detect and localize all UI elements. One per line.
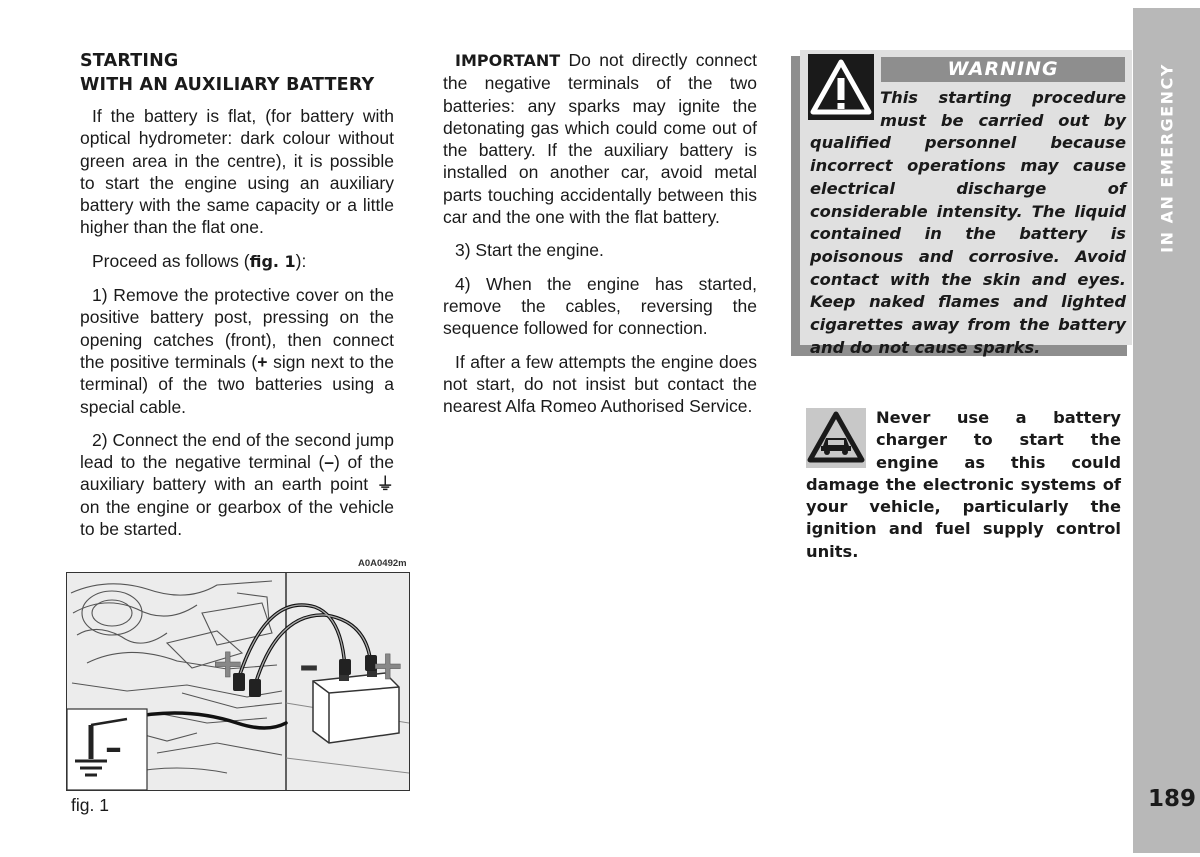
paragraph-step-1: 1) Remove the protective cover on the positive battery post, pressing on the opening catches (front), then connect the positive terminals (+ sign next to the terminal) of the two batteries using a special cable. (80, 285, 394, 417)
column-2 (443, 49, 757, 428)
figure-reference: fig. 1 (249, 251, 296, 271)
important-label: IMPORTANT (455, 51, 561, 70)
heading-line-1: STARTING (80, 51, 179, 71)
heading-line-2: WITH AN AUXILIARY BATTERY (80, 75, 375, 95)
figure-minus-ground: – (105, 728, 122, 768)
figure-caption: fig. 1 (71, 795, 109, 815)
paragraph-important: IMPORTANT Do not directly connect the negative terminals of the two batteries: any sparks may ignite the detonating gas which could come out of the battery. If the auxiliary battery is installed on another car, avoid metal parts touching accidentally between this car and the one with the flat battery. (443, 50, 757, 228)
column-1 (80, 49, 394, 551)
paragraph-intro: If the battery is flat, (for battery with optical hydrometer: dark colour without green area in the centre), it is possible to start the engine using an auxiliary battery with the same capacity or a little higher than the flat one. (80, 106, 394, 238)
section-tab-label: IN AN EMERGENCY (1157, 63, 1177, 253)
paragraph-step-2: 2) Connect the end of the second jump lead to the negative terminal (–) of the auxiliary battery with an earth point ⏚ on the engine or gearbox of the vehicle to be started. (80, 429, 394, 540)
minus-sign: – (324, 452, 335, 473)
paragraph-step-3: 3) Start the engine. (455, 240, 604, 261)
paragraph-contact: If after a few attempts the engine does not start, do not insist but contact the nearest Alfa Romeo Authorised Service. (443, 351, 757, 417)
paragraph-proceed: Proceed as follows (fig. 1): (92, 250, 307, 271)
paragraph-step-4: 4) When the engine has started, remove the cables, reversing the sequence followed for connection. (443, 273, 757, 339)
figure-jump-start-illustration (66, 572, 410, 791)
section-side-tab (1133, 8, 1200, 853)
caution-text: Never use a battery charger to start the engine as this could damage the electronic systems of your vehicle, particularly the ignition and fuel supply control units. (806, 408, 1121, 561)
figure-code: A0A0492m (358, 558, 407, 569)
page-number: 189 (1148, 786, 1197, 812)
plus-sign: + (257, 351, 268, 372)
warning-title: WARNING (881, 57, 1125, 82)
figure-minus-right: – (299, 643, 319, 689)
figure-plus-right: + (371, 643, 405, 689)
warning-text: This starting procedure must be carried out by qualified personnel because incorrect operations may cause electrical discharge of considerable intensity. The liquid contained in the battery is poisonous and corrosive. Avoid contact with the skin and eyes. Keep naked flames and lighted cigarettes away from the battery and do not cause sparks. (810, 88, 1126, 357)
earth-symbol-icon: ⏚ (376, 474, 394, 495)
section-heading (80, 49, 394, 97)
figure-plus-left: + (211, 641, 245, 687)
